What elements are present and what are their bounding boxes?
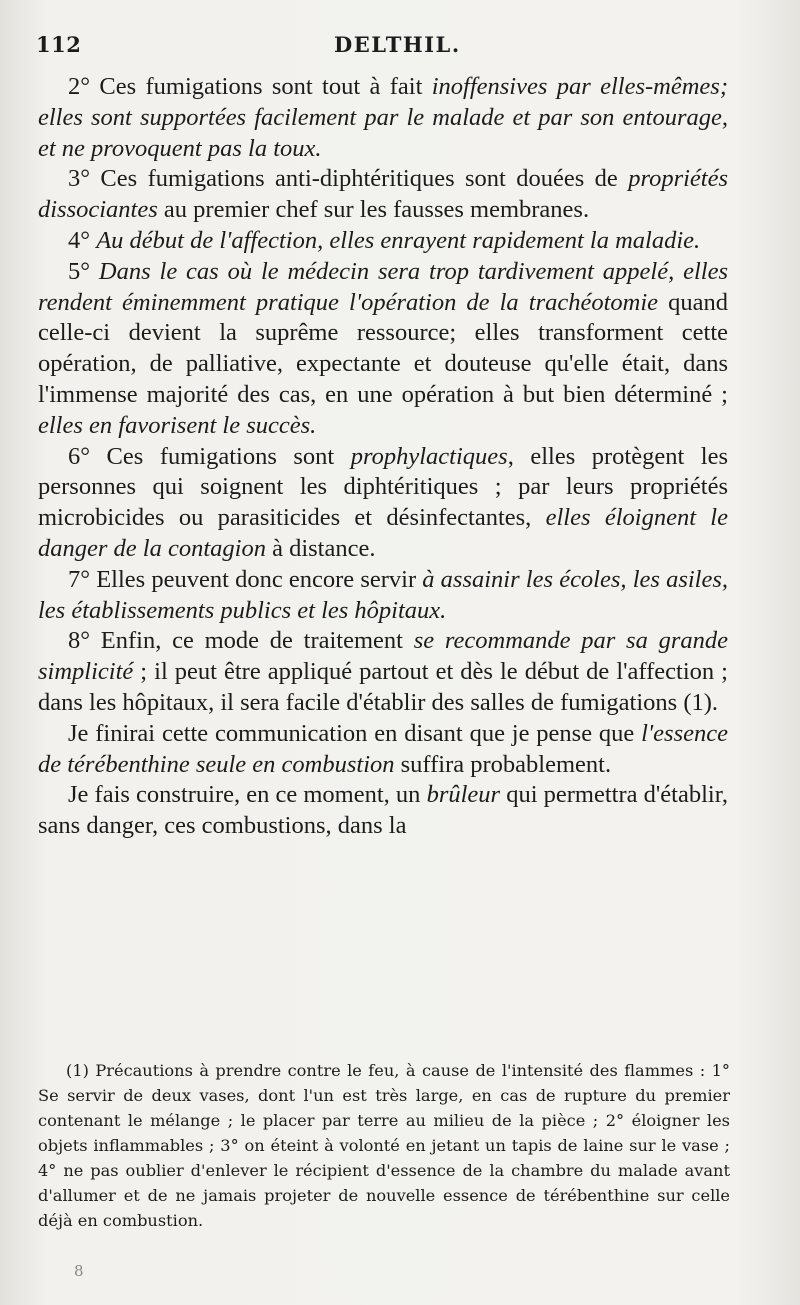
page-number: 112	[36, 32, 82, 57]
text-run: 5°	[68, 257, 99, 285]
text-run: Je fais construire, en ce moment, un	[68, 781, 427, 809]
footnote: (1) Précautions à prendre contre le feu, à cause de l'intensité des flammes : 1° Se servir de deux vases, dont l'un est très large, en cas de rupture du premier contenant le mélange ; le placer par terre au milieu de la pièce ; 2° éloigner les objets inflammables ; 3° on éteint à volonté en jetant un tapis de laine sur le vase ; 4° ne pas oublier d'enlever le récipient d'essence de la chambre du malade avant d'allumer et de ne jamais projeter de nouvelle essence de térébenthine sur celle déjà en combustion.	[38, 1061, 730, 1230]
text-run: à distance.	[265, 534, 376, 562]
text-run: 4°	[68, 226, 97, 254]
text-run: 7° Elles peuvent donc encore servir	[68, 565, 423, 593]
signature-mark: 8	[74, 1262, 84, 1280]
para-7	[38, 565, 728, 627]
text-run: 6° Ces fumigations sont	[68, 442, 351, 470]
para-6	[38, 442, 728, 565]
text-run: suffira probablement.	[394, 750, 612, 778]
text-run: au premier chef sur les fausses membranes.	[157, 196, 590, 224]
page-header	[36, 32, 770, 62]
text-run: quand celle-ci devient la suprême ressource; elles transforment cette opération, de palliative, expectante et douteuse qu'elle était, dans l'immense majorité des cas, en une opération à but bien déterminé ;	[38, 288, 729, 408]
para-conclusion	[38, 719, 728, 781]
text-run: qui permettra d'établir, sans danger, ces combustions, dans la	[38, 781, 728, 840]
text-run: 8° Enfin, ce mode de traitement	[68, 627, 414, 655]
para-5	[38, 257, 728, 442]
text-run: , elles protègent les personnes qui soignent les diphtéritiques ; par leurs propriétés microbicides ou parasiticides et désinfectantes,	[38, 442, 729, 532]
para-8	[38, 626, 728, 718]
text-run: ; il peut être appliqué partout et dès le début de l'affection ; dans les hôpitaux, il sera facile d'établir des salles de fumigations (1).	[38, 658, 728, 716]
italic-run: Dans le cas où le médecin sera trop tardivement appelé, elles rendent éminemment pratique l'opération de la trachéotomie	[38, 257, 728, 316]
para-bruleur	[38, 780, 728, 842]
italic-run: propriétés dissociantes	[38, 165, 728, 224]
text-run: Je finirai cette communication en disant que je pense que	[68, 719, 642, 747]
para-4	[38, 226, 728, 257]
para-2	[38, 72, 728, 164]
text-run: 2° Ces fumigations sont tout à fait	[68, 73, 432, 100]
italic-run: l'essence de térébenthine seule en combustion	[38, 719, 728, 778]
italic-run: se recommande par sa grande simplicité	[38, 627, 728, 686]
text-run: 3° Ces fumigations anti-diphtéritiques sont douées de	[68, 165, 629, 193]
body-text	[38, 72, 728, 842]
italic-run: inoffensives par elles-mêmes; elles sont supportées facilement par le malade et par son entourage, et ne provoquent pas la toux.	[38, 73, 728, 162]
italic-run: brûleur	[426, 781, 501, 809]
italic-run: elles éloignent le danger de la contagion	[38, 504, 728, 562]
italic-run: elles en favorisent le succès.	[38, 411, 317, 439]
italic-run: Au début de l'affection, elles enrayent rapidement la maladie.	[96, 226, 701, 254]
para-3	[38, 164, 728, 226]
running-head: DELTHIL.	[334, 32, 461, 57]
italic-run: à assainir les écoles, les asiles, les établissements publics et les hôpitaux.	[38, 565, 729, 624]
italic-run: prophylactiques	[350, 442, 508, 470]
